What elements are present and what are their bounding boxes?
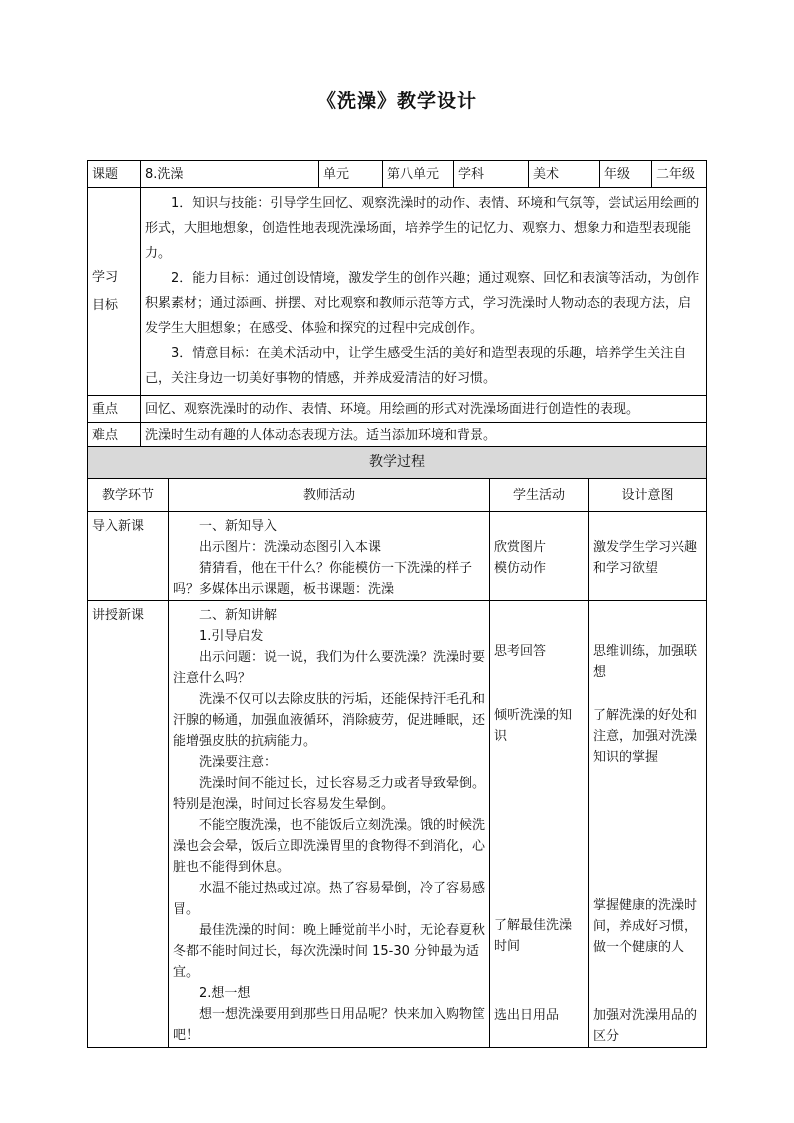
column-intent: 设计意图 [589, 479, 707, 512]
intent-item-distinguish: 加强对洗澡用品的区分 [593, 1008, 698, 1044]
difficulty-label: 难点 [88, 423, 141, 449]
student-item-select: 选出日用品 [494, 1008, 560, 1023]
intent-item-knowledge: 了解洗澡的好处和注意，加强对洗澡知识的掌握 [593, 708, 698, 765]
grade-value: 二年级 [652, 161, 707, 188]
list-item: 出示问题：说一说，我们为什么要洗澡？洗澡时要注意什么吗？ [173, 650, 486, 686]
unit-value: 第八单元 [383, 161, 454, 188]
goal-emotion: 3．情意目标：在美术活动中，让学生感受生活的美好和造型表现的乐趣，培养学生关注自己，关注身边一切美好事物的情感，并养成爱清洁的好习惯。 [145, 346, 687, 386]
teacher-activity-lecture [169, 601, 490, 1048]
lesson-info-table [87, 160, 706, 449]
subject-label: 学科 [454, 161, 529, 188]
student-item-think: 思考回答 [494, 644, 547, 659]
student-activity-intro [490, 512, 589, 601]
student-item-listen: 倾听洗澡的知识 [494, 708, 573, 744]
goals-label [88, 188, 141, 396]
list-item: 一、新知导入 [199, 519, 278, 534]
list-item: 2.想一想 [199, 986, 251, 1001]
list-item: 想一想洗澡要用到那些日用品呢？快来加入购物筐吧！ [173, 1007, 486, 1043]
column-teacher: 教师活动 [169, 479, 490, 512]
list-item: 模仿动作 [494, 561, 547, 576]
column-student: 学生活动 [490, 479, 589, 512]
teacher-activity-intro [169, 512, 490, 601]
course-label: 课题 [88, 161, 141, 188]
process-table [87, 446, 706, 1048]
goals-content [141, 188, 707, 396]
goal-knowledge: 1．知识与技能：引导学生回忆、观察洗澡时的动作、表情、环境和气氛等，尝试运用绘画的形式，大胆地想象，创造性地表现洗澡场面，培养学生的记忆力、观察力、想象力和造型表现能力。 [145, 196, 700, 261]
stage-intro: 导入新课 [88, 512, 169, 601]
list-item: 不能空腹洗澡，也不能饭后立刻洗澡。饿的时候洗澡也会会晕，饭后立即洗澡胃里的食物得不到消化，心脏也不能得到休息。 [173, 818, 486, 875]
key-point-label: 重点 [88, 396, 141, 423]
intent-item-habit: 掌握健康的洗澡时间，养成好习惯，做一个健康的人 [593, 898, 698, 955]
intent-intro: 激发学生学习兴趣和学习欲望 [589, 512, 707, 601]
goals-label-line2: 目标 [92, 297, 119, 313]
course-value: 8.洗澡 [141, 161, 319, 188]
list-item: 洗澡要注意： [199, 755, 278, 770]
grade-label: 年级 [600, 161, 652, 188]
list-item: 洗澡不仅可以去除皮肤的污垢，还能保持汗毛孔和汗腺的畅通，加强血液循环，消除疲劳，促进睡眠，还能增强皮肤的抗病能力。 [173, 692, 486, 749]
list-item: 水温不能过热或过凉。热了容易晕倒，冷了容易感冒。 [173, 881, 486, 917]
stage-lecture: 讲授新课 [88, 601, 169, 1048]
document-title: 《洗澡》教学设计 [316, 90, 477, 112]
student-item-time: 了解最佳洗澡时间 [494, 918, 573, 954]
list-item: 洗澡时间不能过长，过长容易乏力或者导致晕倒。特别是泡澡，时间过长容易发生晕倒。 [173, 776, 486, 812]
process-header: 教学过程 [88, 447, 707, 479]
list-item: 出示图片：洗澡动态图引入本课 [199, 540, 382, 555]
student-activity-lecture [490, 601, 589, 1048]
goal-ability: 2．能力目标：通过创设情境，激发学生的创作兴趣；通过观察、回忆和表演等活动，为创作积累素材；通过添画、拼摆、对比观察和教师示范等方式，学习洗澡时人物动态的表现方法，启发学生大胆想象；在感受、体验和探究的过程中完成创作。 [145, 271, 700, 336]
intent-lecture [589, 601, 707, 1048]
subject-value: 美术 [529, 161, 600, 188]
column-stage: 教学环节 [88, 479, 169, 512]
key-point-text: 回忆、观察洗澡时的动作、表情、环境。用绘画的形式对洗澡场面进行创造性的表现。 [141, 396, 707, 423]
list-item: 二、新知讲解 [199, 608, 278, 623]
list-item: 1.引导启发 [199, 629, 264, 644]
list-item: 最佳洗澡的时间：晚上睡觉前半小时，无论春夏秋冬都不能时间过长，每次洗澡时间 15-30 分钟最为适宜。 [173, 923, 486, 980]
list-item: 猜猜看，他在干什么？你能模仿一下洗澡的样子吗？多媒体出示课题，板书课题：洗澡 [173, 561, 473, 597]
intent-item-think: 思维训练，加强联想 [593, 644, 698, 680]
goals-label-line1: 学习 [92, 269, 119, 285]
list-item: 欣赏图片 [494, 540, 547, 555]
unit-label: 单元 [319, 161, 383, 188]
table-row [88, 601, 707, 1048]
difficulty-text: 洗澡时生动有趣的人体动态表现方法。适当添加环境和背景。 [141, 423, 707, 449]
table-row [88, 512, 707, 601]
